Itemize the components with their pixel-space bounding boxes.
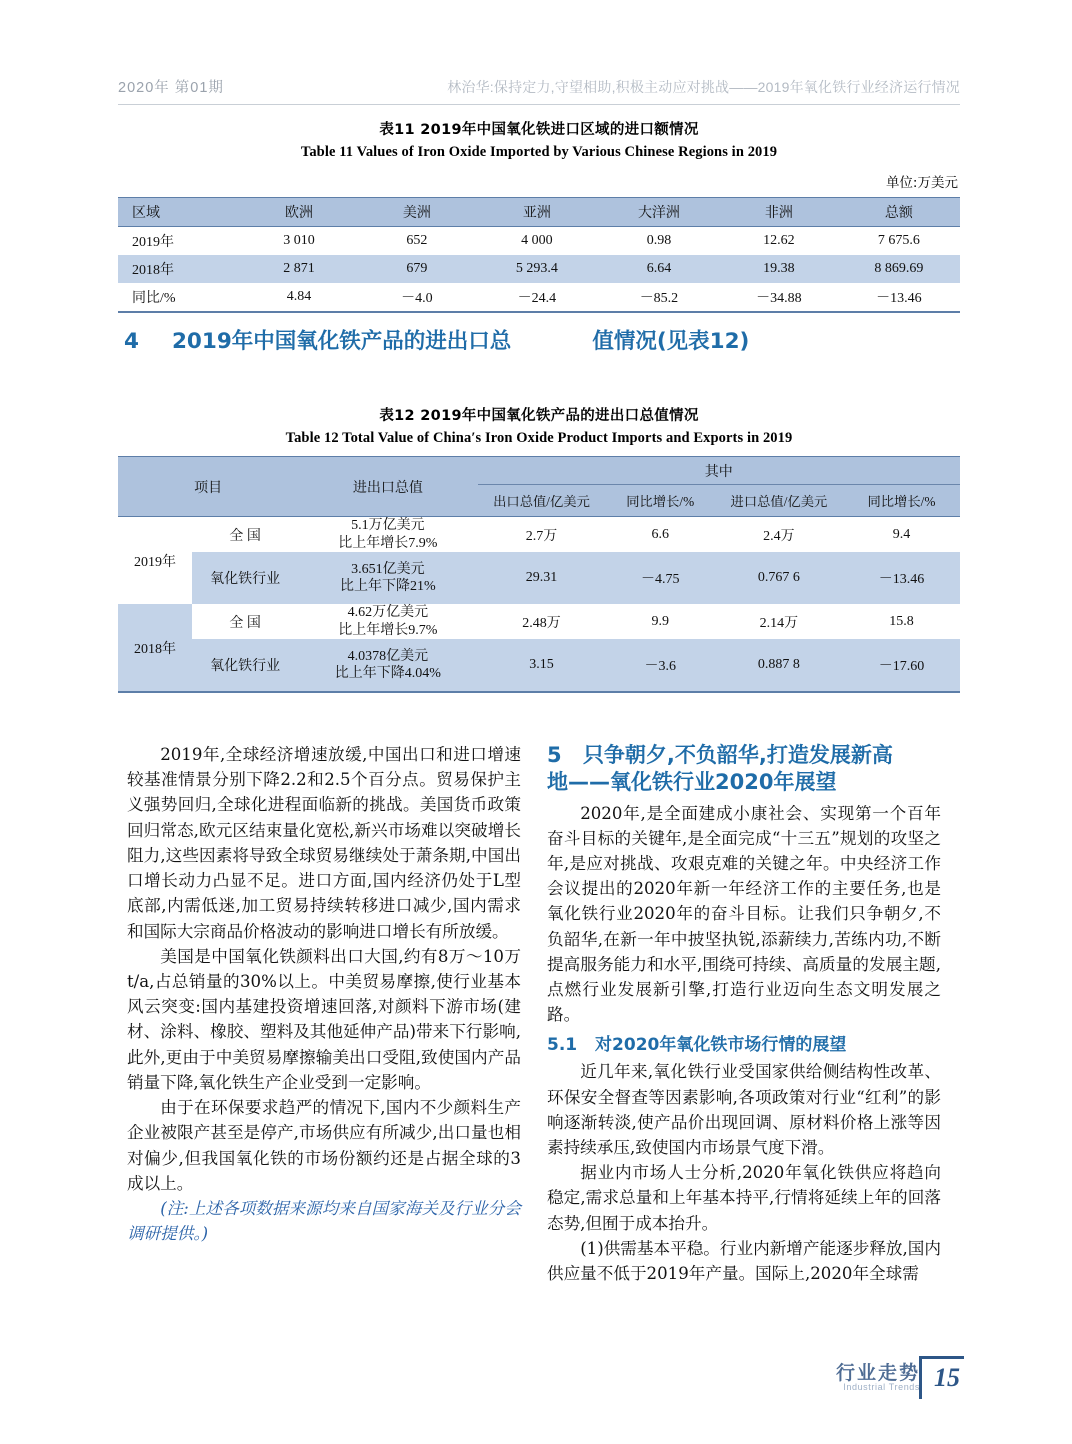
table11-header-row [118,198,960,227]
table11-r1-c2: 5 293.4 [515,261,558,276]
left-text-column [127,742,521,1246]
table12-g1-r0-total [298,604,477,639]
table12-g1-r0-name: 全 国 [192,604,298,639]
table-row [118,517,960,553]
table11-r1-label: 2018年 [132,263,174,278]
table12-g0-r1-import-total: 0.767 6 [715,552,843,604]
article-running-title: 林治华:保持定力,守望相助,积极主动应对挑战——2019年氧化铁行业经济运行情况 [447,79,960,95]
table-row [118,227,960,256]
table11-col-1: 欧洲 [240,198,358,227]
table12-col-item: 项目 [118,457,298,517]
section5-heading [547,742,941,797]
section5-number: 5 [547,743,562,767]
table11-r2-c1: －4.0 [401,291,433,306]
right-text-column [547,742,941,1286]
table12-g1-r0-total-line1: 4.62万亿美元 [347,605,429,620]
table12-g0-r0-import-growth: 9.4 [843,517,960,553]
table12-sub-col-3: 同比增长/% [843,485,960,517]
left-data-source-note: (注:上述各项数据来源均来自国家海关及行业分会调研提供。) [127,1198,521,1244]
table11-r0-label: 2019年 [132,235,174,250]
page-footer [835,1358,964,1404]
table12-g1-r1-export-total: 3.15 [478,639,606,692]
table11 [118,197,960,313]
table12-year-2019: 2019年 [118,517,192,605]
table11-col-6: 总额 [838,198,960,227]
table12-year-2018: 2018年 [118,604,192,692]
table11-r1-c3: 6.64 [646,261,672,276]
table12 [118,456,960,693]
table11-r0-c2: 4 000 [521,233,553,248]
table12-g0-r1-export-total: 29.31 [478,552,606,604]
table12-g1-r1-import-growth: －17.60 [843,639,960,692]
table11-col-2: 美洲 [358,198,476,227]
section5-1-heading [547,1033,941,1059]
table11-r2-c5: －13.46 [876,291,922,306]
table12-g0-r0-import-total: 2.4万 [715,517,843,553]
table12-g0-r0-total-line1: 5.1万亿美元 [351,518,425,533]
table11-r1-c0: 2 871 [283,261,315,276]
table12-g0-r1-total [298,552,477,604]
section4-number: 4 [124,329,139,354]
section5-1-number: 5.1 [547,1034,578,1055]
table12-g1-r1-export-growth: －3.6 [605,639,714,692]
table12-group-label: 其中 [478,457,960,485]
section5-1-title: 对2020年氧化铁市场行情的展望 [595,1034,847,1055]
left-paragraph-2: 美国是中国氧化铁颜料出口大国,约有8万～10万t/a,占总销量的30%以上。中美贸易摩擦,使行业基本风云突变:国内基建投资增速回落,对颜料下游市场(建材、涂料、橡胶、塑料及其他延伸产品)带来下行影响,此外,更由于中美贸易摩擦输美出口受阻,致使国内产品销量下降,氧化铁生产企业受到一定影响。 [127,946,521,1092]
footer-brand-cn: 行业走势 [835,1362,920,1384]
table11-r0-c4: 12.62 [763,233,795,248]
table12-sub-col-0: 出口总值/亿美元 [478,485,606,517]
table12-g1-r0-import-total: 2.14万 [715,604,843,639]
table11-caption-cn: 表11 2019年中国氧化铁进口区域的进口额情况 [379,122,699,138]
table12-g1-r1-total-line2: 比上年下降4.04% [334,666,441,681]
section4-heading [124,324,964,355]
table11-col-0: 区域 [118,198,240,227]
table12-g1-r0-total-line2: 比上年增长9.7% [338,622,438,638]
table11-col-4: 大洋洲 [598,198,720,227]
table11-r2-c2: －24.4 [517,291,557,306]
table12-g0-r1-total-line2: 比上年下降21% [340,579,436,594]
table11-r0-c5: 7 675.6 [877,233,920,248]
table11-r0-c0: 3 010 [283,233,315,248]
table11-r2-c0: 4.84 [286,289,312,304]
left-paragraph-1: 2019年,全球经济增速放缓,中国出口和进口增速较基准情景分别下降2.2和2.5个百分点。贸易保护主义强势回归,全球化进程面临新的挑战。美国货币政策回归常态,欧元区结束量化宽松,新兴市场难以突破增长阻力,这些因素将导致全球贸易继续处于萧条期,中国出口增长动力凸显不足。进口方面,国内经济仍处于L型底部,内需低迷,加工贸易持续转移进口减少,国内需求和国际大宗商品价格波动的影响进口增长有所放缓。 [127,745,521,941]
table12-sub-col-2: 进口总值/亿美元 [715,485,843,517]
table11-r0-c1: 652 [406,233,428,248]
right-paragraph-2: 近几年来,氧化铁行业受国家供给侧结构性改革、环保安全督查等因素影响,各项政策对行业“红利”的影响逐渐转淡,使产品价出现回调、原材料价格上涨等因素持续承压,致使国内市场景气度下滑。 [547,1062,941,1158]
table12-g0-r0-total [298,517,477,553]
right-paragraph-3: 据业内市场人士分析,2020年氧化铁供应将趋向稳定,需求总量和上年基本持平,行情将延续上年的回落态势,但囿于成本抬升。 [547,1163,941,1233]
section4-title-part1: 2019年中国氧化铁产品的进出口总 [171,329,512,354]
header-divider [118,104,960,105]
section4-title-part2: 值情况(见表12) [592,329,750,354]
table12-g0-r0-name: 全 国 [192,517,298,553]
table11-r2-c4: －34.88 [756,291,802,306]
table12-sub-col-1: 同比增长/% [605,485,714,517]
table12-g0-r0-export-total: 2.7万 [478,517,606,553]
issue-label: 2020年 第01期 [118,80,224,96]
section5-title-line1: 只争朝夕,不负韶华,打造发展新高 [582,743,893,767]
table12-g0-r1-total-line1: 3.651亿美元 [351,561,425,577]
table11-col-3: 亚洲 [476,198,598,227]
running-head [118,76,960,106]
footer-brand-en: Industrial Trends [843,1382,920,1392]
table12-g0-r0-export-growth: 6.6 [605,517,714,553]
table-row [118,255,960,283]
right-paragraph-4: (1)供需基本平稳。行业内新增产能逐步释放,国内供应量不低于2019年产量。国际上,2020年全球需 [547,1238,941,1284]
table11-r0-c3: 0.98 [646,233,672,248]
table11-r2-label: 同比/% [132,291,176,306]
table12-g0-r1-export-growth: －4.75 [605,552,714,604]
table-row [118,604,960,639]
table12-g0-r1-name: 氧化铁行业 [192,552,298,604]
table-row [118,639,960,692]
right-paragraph-1: 2020年,是全面建成小康社会、实现第一个百年奋斗目标的关键年,是全面完成“十三五”规划的攻坚之年,是应对挑战、攻艰克难的关键之年。中央经济工作会议提出的2020年新一年经济工作的主要任务,也是氧化铁行业2020年的奋斗目标。让我们只争朝夕,不负韶华,在新一年中披坚执锐,添薪续力,苦练内功,不断提高服务能力和水平,围绕可持续、高质量的发展主题,点燃行业发展新引擎,打造行业迈向生态文明发展之路。 [547,803,941,1025]
left-paragraph-3: 由于在环保要求趋严的情况下,国内不少颜料生产企业被限产甚至是停产,市场供应有所减少,出口量也相对偏少,但我国氧化铁的市场份额约还是占据全球的3成以上。 [127,1098,521,1193]
page-number: 15 [934,1363,960,1392]
table12-g1-r1-total-line1: 4.0378亿美元 [347,648,429,664]
table12-g0-r0-total-line2: 比上年增长7.9% [338,535,438,551]
table11-unit: 单位:万美元 [885,175,958,191]
table12-g0-r1-import-growth: －13.46 [843,552,960,604]
table12-g1-r0-export-growth: 9.9 [605,604,714,639]
table11-block [118,118,960,313]
table11-col-5: 非洲 [720,198,838,227]
table12-col-total: 进出口总值 [298,457,477,517]
table11-r2-c3: －85.2 [639,291,679,306]
table11-r1-c1: 679 [406,261,428,276]
table-row [118,552,960,604]
page-number-box [919,1356,964,1399]
table12-block [118,404,960,693]
table12-caption-en: Table 12 Total Value of China′s Iron Oxide Product Imports and Exports in 2019 [285,430,793,446]
table12-caption-cn: 表12 2019年中国氧化铁产品的进出口总值情况 [379,408,699,424]
section5-title-line2: 地——氧化铁行业2020年展望 [547,770,837,795]
table12-g1-r0-import-growth: 15.8 [843,604,960,639]
table12-g1-r1-total [298,639,477,692]
table12-g1-r1-name: 氧化铁行业 [192,639,298,692]
table12-g1-r0-export-total: 2.48万 [478,604,606,639]
table11-caption-en: Table 11 Values of Iron Oxide Imported by Various Chinese Regions in 2019 [300,144,778,160]
table12-g1-r1-import-total: 0.887 8 [715,639,843,692]
table11-r1-c4: 19.38 [763,261,795,276]
table-row [118,283,960,312]
table12-header-row-top [118,457,960,485]
table11-r1-c5: 8 869.69 [874,261,924,276]
